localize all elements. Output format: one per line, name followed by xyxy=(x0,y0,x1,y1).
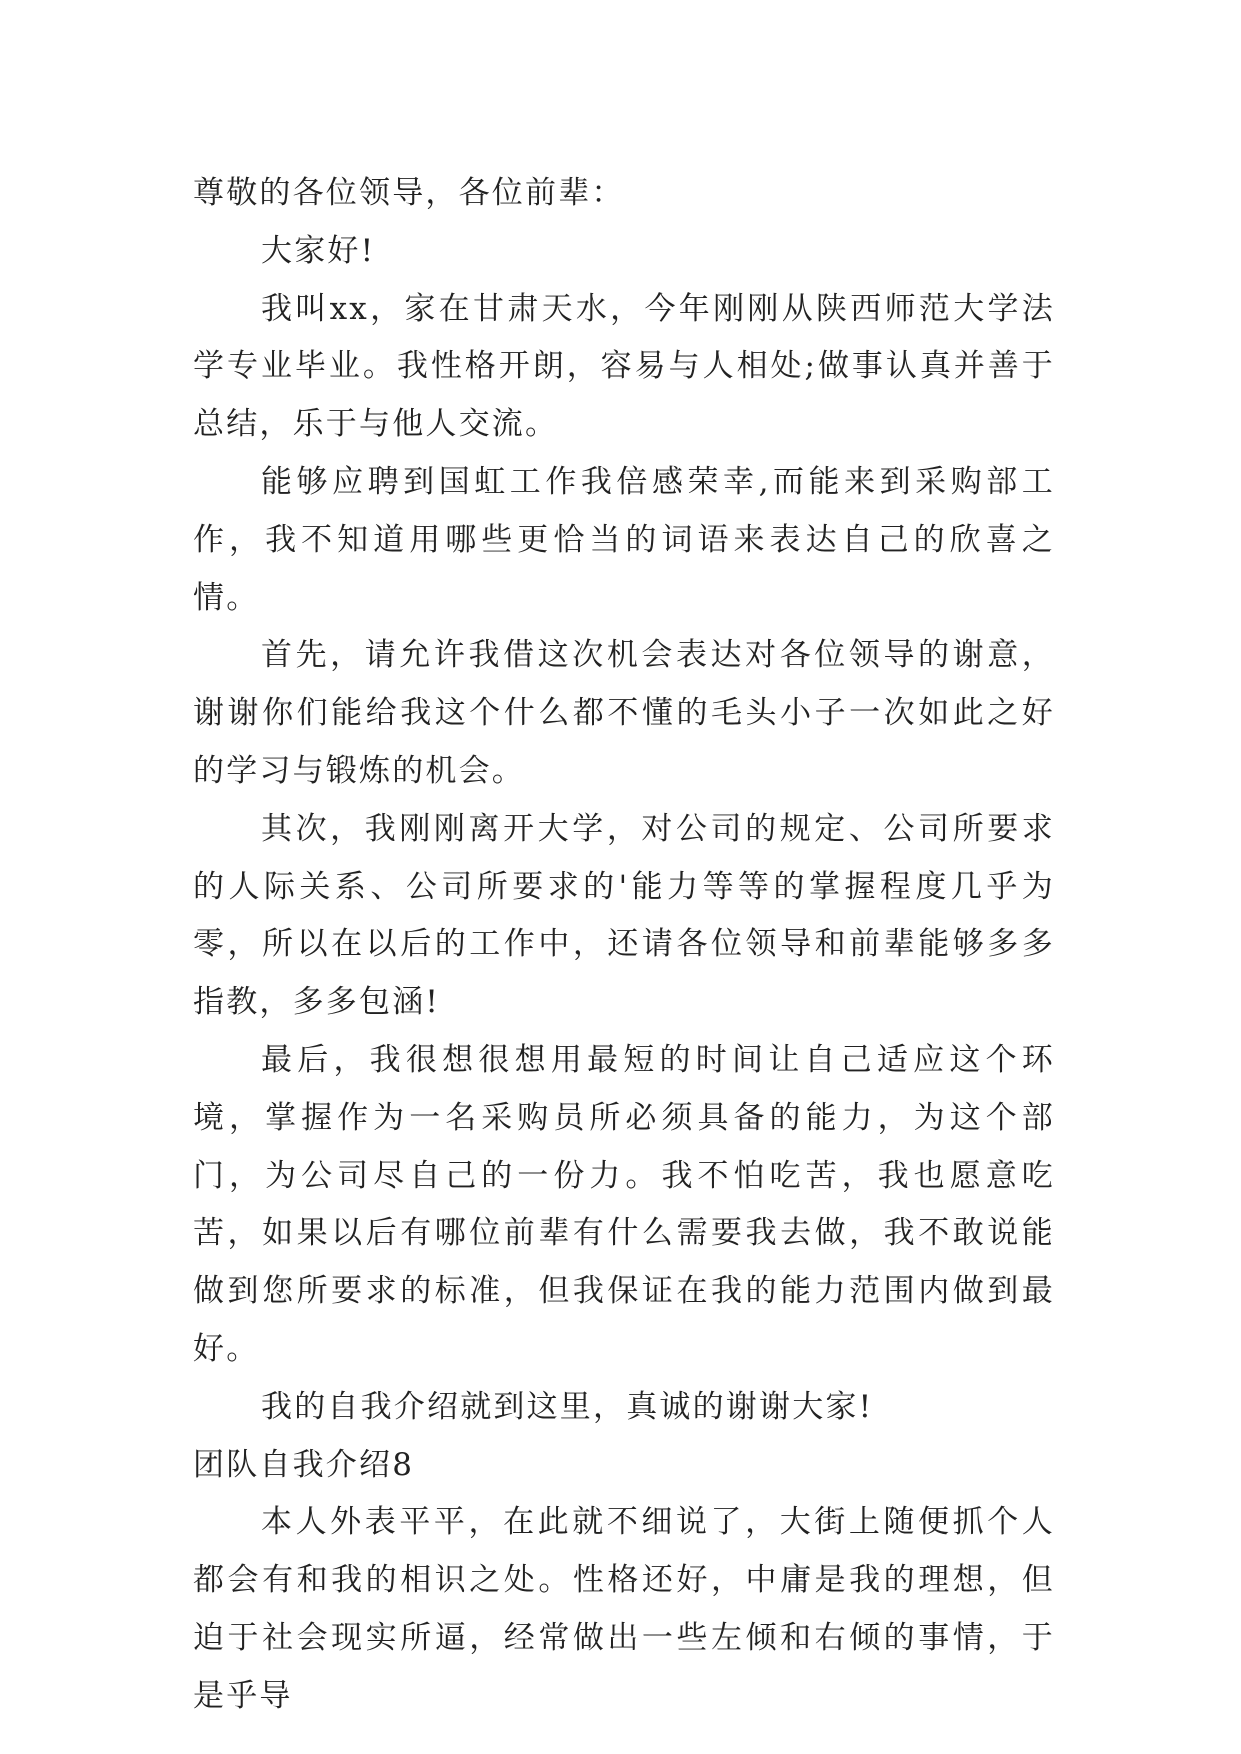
paragraph-second: 其次，我刚刚离开大学，对公司的规定、公司所要求的人际关系、公司所要求的'能力等等的掌握程度几乎为零，所以在以后的工作中，还请各位领导和前辈能够多多指教，多多包涵! xyxy=(193,810,1055,1021)
paragraph-finally: 最后，我很想很想用最短的时间让自己适应这个环境，掌握作为一名采购员所必须具备的能力，为这个部门，为公司尽自己的一份力。我不怕吃苦，我也愿意吃苦，如果以后有哪位前辈有什么需要我去做，我不敢说能做到您所要求的标准，但我保证在我的能力范围内做到最好。 xyxy=(193,1041,1055,1367)
salutation: 尊敬的各位领导，各位前辈： xyxy=(193,175,625,211)
section-title: 团队自我介绍8 xyxy=(193,1446,415,1483)
paragraph-closing: 我的自我介绍就到这里，真诚的谢谢大家! xyxy=(261,1388,874,1425)
greeting: 大家好! xyxy=(261,232,376,269)
paragraph-introduction: 我叫xx，家在甘肃天水，今年刚刚从陕西师范大学法学专业毕业。我性格开朗，容易与人相处;做事认真并善于总结，乐于与他人交流。 xyxy=(193,290,1055,443)
section-paragraph: 本人外表平平，在此就不细说了，大街上随便抓个人都会有和我的相识之处。性格还好，中庸是我的理想，但迫于社会现实所逼，经常做出一些左倾和右倾的事情，于是乎导 xyxy=(193,1504,1055,1714)
document-body xyxy=(193,165,1055,1726)
paragraph-first: 首先，请允许我借这次机会表达对各位领导的谢意，谢谢你们能给我这个什么都不懂的毛头小子一次如此之好的学习与锻炼的机会。 xyxy=(193,637,1055,789)
paragraph-honored: 能够应聘到国虹工作我倍感荣幸,而能来到采购部工作，我不知道用哪些更恰当的词语来表达自己的欣喜之情。 xyxy=(193,463,1055,616)
